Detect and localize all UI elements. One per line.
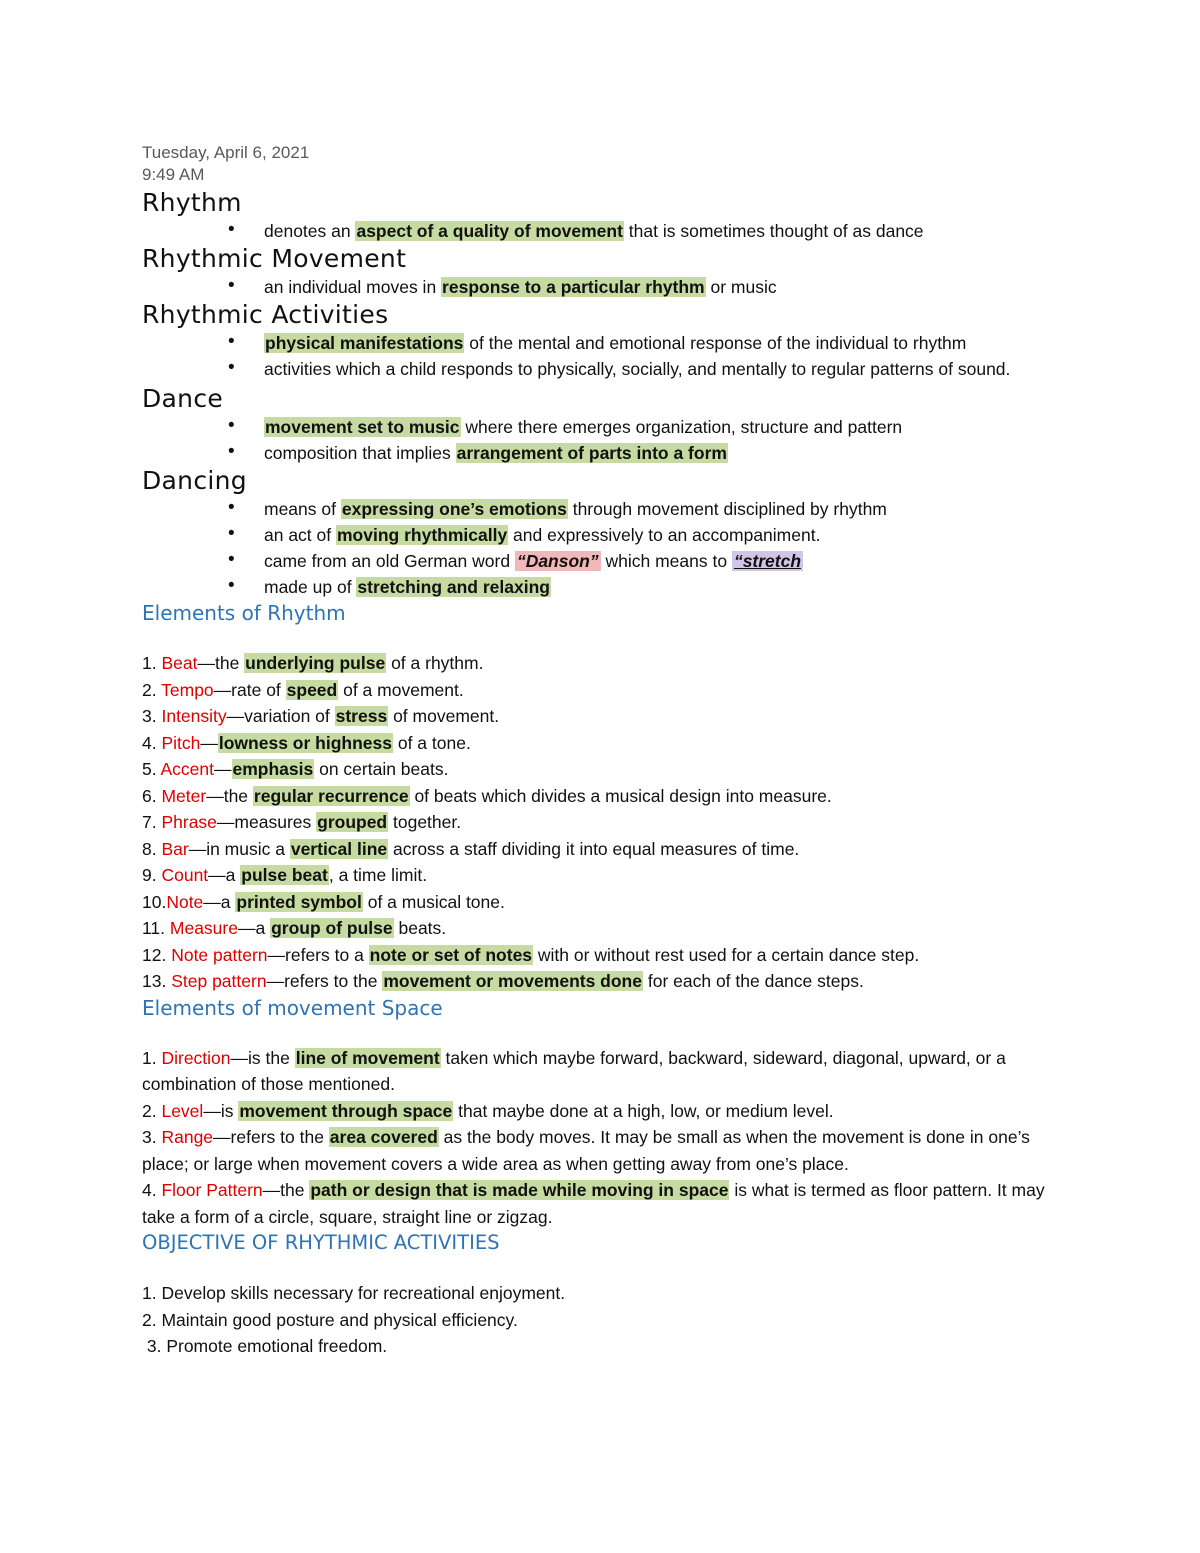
highlight: stress [335,706,388,726]
dance-list [142,414,1072,466]
term-label: Note pattern [171,944,268,965]
list-item [142,889,1072,916]
list-item [142,496,1072,522]
text: activities which a child responds to physically, socially, and mentally to regular patterns of sound. [264,359,1011,379]
list-item [142,703,1072,730]
highlight: line of movement [295,1047,440,1068]
text: made up of [264,577,357,597]
text: —is the [230,1047,295,1068]
item-number: 7. [142,812,162,832]
term-label: Count [161,865,209,885]
text: —refers to the [213,1127,329,1147]
list-item [142,574,1072,600]
term-label: Accent [160,759,214,779]
item-number: 13. [142,971,172,991]
highlight: emphasis [232,759,314,779]
highlight: movement set to music [265,417,460,437]
list-item [142,756,1072,783]
highlight-pink: “Danson” [516,551,599,571]
item-number: 9. [142,865,162,885]
highlight: moving rhythmically [337,525,508,545]
highlight: lowness or highness [218,732,392,753]
list-item [142,862,1072,889]
item-number: 8. [142,838,162,859]
text: means of [264,499,341,519]
item-number: 2. [142,1100,162,1121]
list-item [142,548,1072,574]
list-item [142,522,1072,548]
text: —the [262,1180,310,1200]
heading-rhythm: Rhythm [142,188,242,217]
term-label: Floor Pattern [161,1180,263,1200]
rhythm-list [142,218,1072,244]
highlight: path or design that is made while moving in space [310,1180,729,1200]
highlight: pulse beat [241,865,328,885]
text: —in music a [188,838,290,859]
highlight: expressing one’s emotions [341,499,567,519]
list-item [142,1177,1072,1230]
highlight: movement through space [239,1100,453,1121]
term-label: Phrase [161,812,217,832]
heading-dance: Dance [142,384,224,413]
text: an individual moves in [264,277,442,297]
list-item [142,218,1072,244]
highlight: stretching and relaxing [357,577,550,597]
text: of movement. [388,706,500,726]
term-label: Note [166,891,204,912]
text: that maybe done at a high, low, or medium level. [453,1100,834,1121]
list-item [142,836,1072,863]
highlight-purple: “stretch [733,551,802,571]
list-item [142,1307,1072,1334]
text: together. [388,812,462,832]
list-item [142,1045,1072,1098]
elements-of-space-list [142,1045,1072,1231]
list-item [142,414,1072,440]
item-number: 4. [142,732,162,753]
text: —is [203,1100,239,1121]
item-number: 11. [142,918,170,938]
text: for each of the dance steps. [642,971,864,991]
item-number: 3. [142,1127,162,1147]
term-label: Level [161,1100,204,1121]
text: came from an old German word [264,551,515,571]
item-number: 5. [142,759,161,779]
text: Develop skills necessary for recreational enjoyment. [161,1283,566,1303]
text: of a tone. [392,732,471,753]
text: —a [237,918,271,938]
highlight: physical manifestations [265,333,464,353]
text: —the [197,653,245,673]
heading-elements-of-movement-space: Elements of movement Space [142,995,443,1020]
text: with or without rest used for a certain dance step. [533,944,920,965]
list-item [142,274,1072,300]
objective-list [142,1280,1072,1360]
text: , a time limit. [328,865,428,885]
text: that is sometimes thought of as dance [623,221,924,241]
term-label: Intensity [161,706,227,726]
dancing-list [142,496,1072,600]
list-item [142,356,1072,382]
text: taken which maybe forward, backward, sideward, diagonal, upward, or a combination of those mentioned. [142,1047,1006,1094]
text: across a staff dividing it into equal measures of time. [388,838,800,859]
heading-dancing: Dancing [142,466,247,495]
list-item [142,1098,1072,1125]
term-label: Pitch [161,732,201,753]
list-item [142,440,1072,466]
text: through movement disciplined by rhythm [567,499,887,519]
item-number: 12. [142,944,172,965]
text: —a [208,865,241,885]
text: —refers to the [266,971,383,991]
highlight: vertical line [290,838,388,859]
text: beats. [393,918,447,938]
list-item [142,650,1072,677]
text: —variation of [226,706,335,726]
text: denotes an [264,221,356,241]
highlight: response to a particular rhythm [442,277,705,297]
highlight: arrangement of parts into a form [456,443,727,463]
term-label: Measure [169,918,238,938]
heading-rhythmic-movement: Rhythmic Movement [142,244,407,273]
text: of a movement. [338,679,464,700]
item-number: 3. [142,1336,167,1356]
term-label: Meter [161,785,207,806]
text: of a musical tone. [362,891,505,912]
heading-elements-of-rhythm: Elements of Rhythm [142,601,346,625]
highlight: printed symbol [236,891,362,912]
text: —rate of [213,679,286,700]
text: where there emerges organization, structure and pattern [460,417,903,437]
text: —measures [216,812,317,832]
rhythmic-movement-list [142,274,1072,300]
term-label: Bar [161,838,189,859]
rhythmic-activities-list [142,330,1072,382]
list-item [142,677,1072,704]
highlight: aspect of a quality of movement [356,221,623,241]
item-number: 2. [142,1309,162,1330]
text: which means to [600,551,732,571]
text: Promote emotional freedom. [166,1336,388,1356]
item-number: 10. [142,891,167,912]
term-label: Range [161,1127,214,1147]
highlight: group of pulse [271,918,393,938]
text: composition that implies [264,443,456,463]
item-number: 1. [142,1047,162,1068]
heading-objective: OBJECTIVE OF RHYTHMIC ACTIVITIES [142,1231,500,1254]
text: —refers to a [267,944,369,965]
term-label: Beat [161,653,198,673]
note-page [142,142,1072,1360]
list-item [142,330,1072,356]
elements-of-rhythm-list [142,650,1072,995]
highlight: regular recurrence [253,785,409,806]
highlight: underlying pulse [245,653,386,673]
item-number: 1. [142,1283,162,1303]
list-item [142,1333,1072,1360]
highlight: speed [286,679,338,700]
highlight: grouped [317,812,388,832]
text: — [200,732,218,753]
note-time: 9:49 AM [142,165,205,184]
note-date: Tuesday, April 6, 2021 [142,143,310,162]
list-item [142,968,1072,995]
list-item [142,1280,1072,1307]
text: is what is termed as floor pattern. It may take a form of a circle, square, straight line or zigzag. [142,1180,1045,1227]
text: an act of [264,525,336,545]
list-item [142,783,1072,810]
list-item [142,942,1072,969]
text: and expressively to an accompaniment. [508,525,821,545]
text: —a [203,891,236,912]
list-item [142,915,1072,942]
heading-rhythmic-activities: Rhythmic Activities [142,300,389,329]
text: — [214,759,232,779]
list-item [142,1124,1072,1177]
text: of the mental and emotional response of the individual to rhythm [464,333,967,353]
text: on certain beats. [314,759,449,779]
item-number: 1. [142,653,162,673]
item-number: 4. [142,1180,162,1200]
highlight: movement or movements done [383,971,642,991]
list-item [142,730,1072,757]
text: as the body moves. It may be small as when the movement is done in one’s place; or large when movement covers a wide area as when getting away from one’s place. [142,1127,1030,1174]
highlight: area covered [329,1127,438,1147]
text: of a rhythm. [386,653,484,673]
item-number: 3. [142,706,162,726]
text: —the [206,785,253,806]
item-number: 2. [142,679,162,700]
item-number: 6. [142,785,162,806]
text: or music [705,277,777,297]
list-item [142,809,1072,836]
term-label: Step pattern [171,971,267,991]
term-label: Tempo [161,679,214,700]
term-label: Direction [161,1047,231,1068]
text: Maintain good posture and physical efficiency. [161,1309,518,1330]
highlight: note or set of notes [369,944,533,965]
text: of beats which divides a musical design into measure. [409,785,832,806]
